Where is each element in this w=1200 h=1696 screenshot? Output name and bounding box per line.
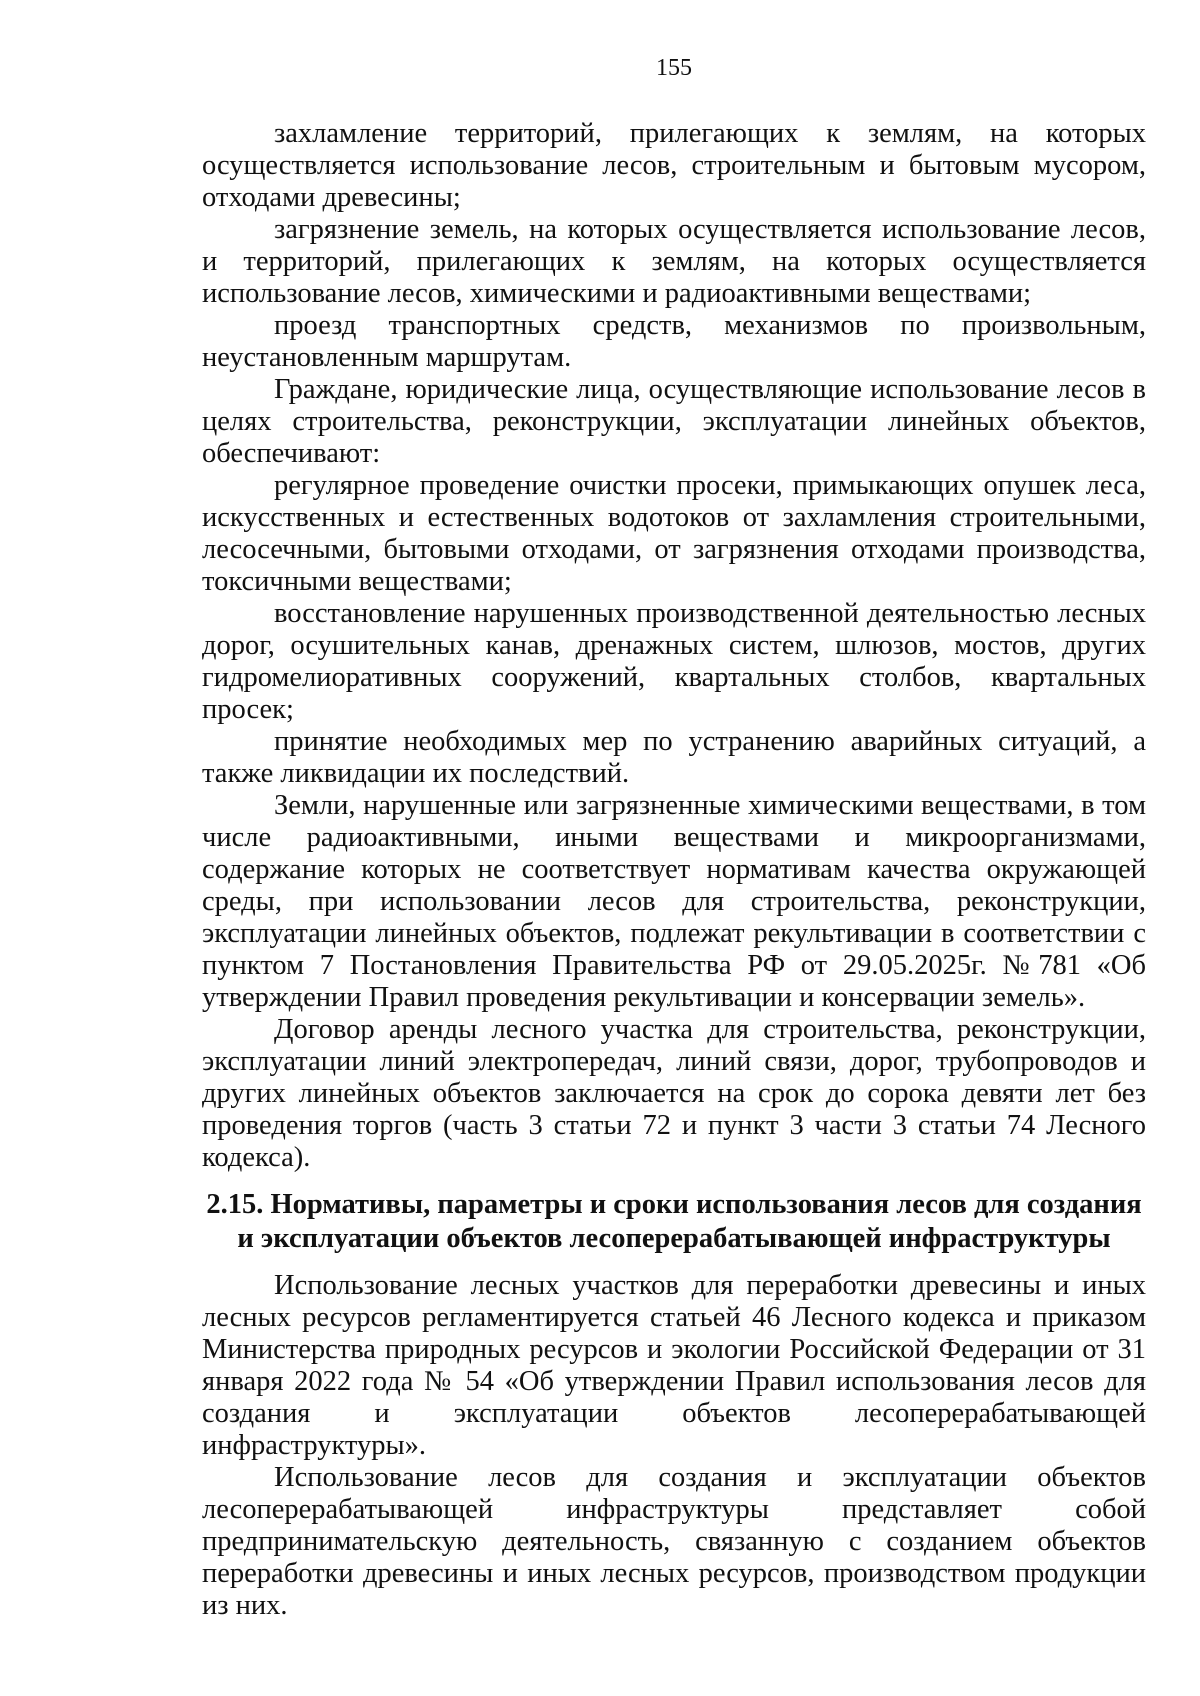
paragraph: Использование лесных участков для переработки древесины и иных лесных ресурсов регламентируется статьей 46 Лесного кодекса и приказом Министерства природных ресурсов и экологии Российской Федерации от 31 января 2022 года № 54 «Об утверждении Правил использования лесов для создания и эксплуатации объектов лесоперерабатывающей инфраструктуры». <box>202 1270 1146 1461</box>
document-body <box>202 118 1146 1622</box>
paragraph: Использование лесов для создания и эксплуатации объектов лесоперерабатывающей инфраструктуры представляет собой предпринимательскую деятельность, связанную с созданием объектов переработки древесины и иных лесных ресурсов, производством продукции из них. <box>202 1462 1146 1621</box>
paragraph: Договор аренды лесного участка для строительства, реконструкции, эксплуатации линий электропередач, линий связи, дорог, трубопроводов и других линейных объектов заключается на срок до сорока девяти лет без проведения торгов (часть 3 статьи 72 и пункт 3 части 3 статьи 74 Лесного кодекса). <box>202 1014 1146 1173</box>
paragraph: принятие необходимых мер по устранению аварийных ситуаций, а также ликвидации их последствий. <box>202 726 1146 789</box>
paragraph: восстановление нарушенных производственной деятельностью лесных дорог, осушительных канав, дренажных систем, шлюзов, мостов, других гидромелиоративных сооружений, квартальных столбов, квартальных просек; <box>202 598 1146 725</box>
paragraph: регулярное проведение очистки просеки, примыкающих опушек леса, искусственных и естественных водотоков от захламления строительными, лесосечными, бытовыми отходами, от загрязнения отходами производства, токсичными веществами; <box>202 470 1146 597</box>
paragraph: загрязнение земель, на которых осуществляется использование лесов, и территорий, прилегающих к землям, на которых осуществляется использование лесов, химическими и радиоактивными веществами; <box>202 214 1146 309</box>
page-number: 155 <box>656 55 692 81</box>
paragraph: Граждане, юридические лица, осуществляющие использование лесов в целях строительства, реконструкции, эксплуатации линейных объектов, обеспечивают: <box>202 374 1146 469</box>
paragraph: захламление территорий, прилегающих к землям, на которых осуществляется использование лесов, строительным и бытовым мусором, отходами древесины; <box>202 118 1146 213</box>
paragraph: Земли, нарушенные или загрязненные химическими веществами, в том числе радиоактивными, иными веществами и микроорганизмами, содержание которых не соответствует нормативам качества окружающей среды, при использовании лесов для строительства, реконструкции, эксплуатации линейных объектов, подлежат рекультивации в соответствии с пунктом 7 Постановления Правительства РФ от 29.05.2025г. №781 «Об утверждении Правил проведения рекультивации и консервации земель». <box>202 790 1146 1013</box>
paragraph: проезд транспортных средств, механизмов по произвольным, неустановленным маршрутам. <box>202 310 1146 373</box>
section-heading: 2.15. Нормативы, параметры и сроки использования лесов для создания и эксплуатации объектов лесоперерабатывающей инфраструктуры <box>206 1189 1142 1254</box>
